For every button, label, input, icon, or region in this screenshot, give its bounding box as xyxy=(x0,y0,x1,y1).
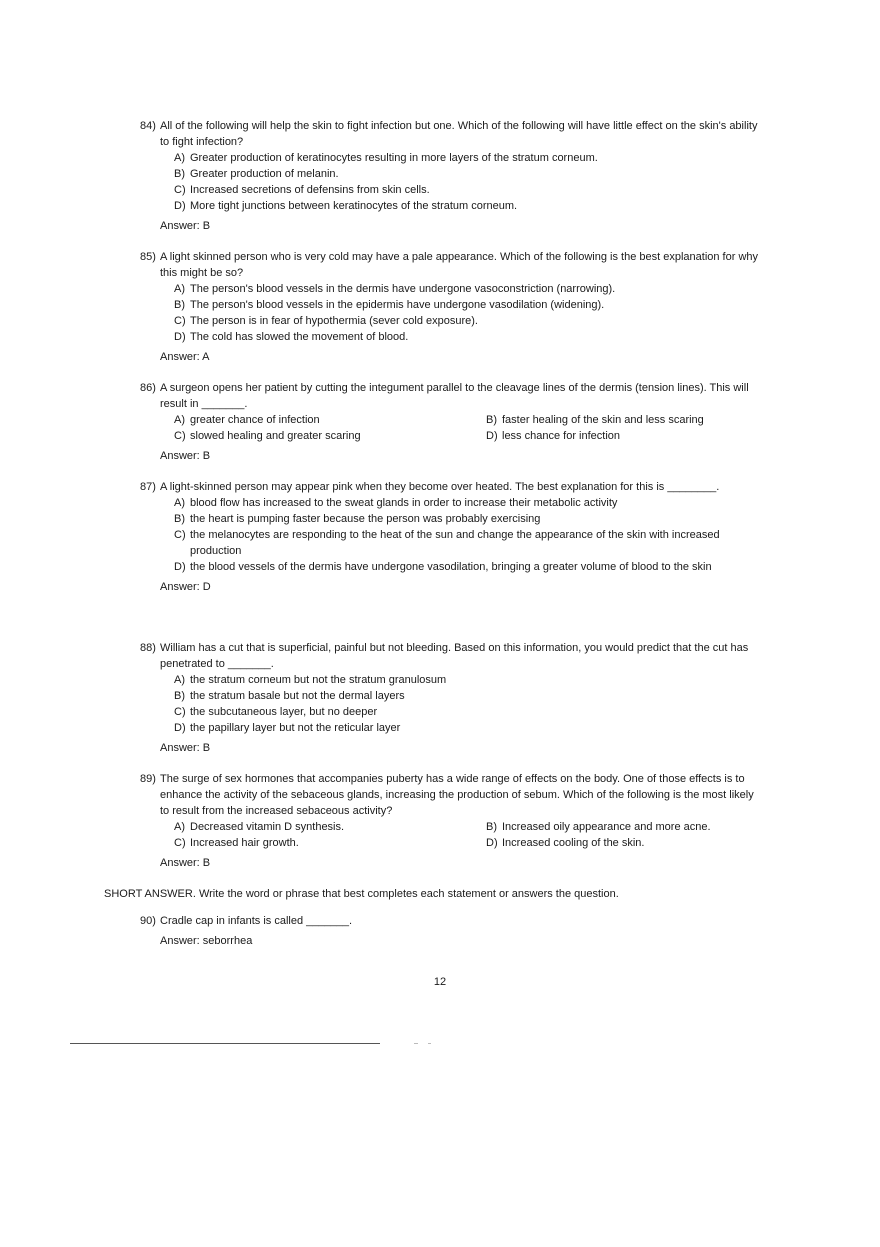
option-a xyxy=(174,150,760,166)
option-a xyxy=(174,672,760,688)
option-letter: D) xyxy=(174,200,186,212)
option-letter: B) xyxy=(174,690,185,702)
question-84 xyxy=(140,118,760,234)
option-text: the melanocytes are responding to the heat of the sun and change the appearance of the skin with increased production xyxy=(190,529,720,557)
option-text: Increased secretions of defensins from skin cells. xyxy=(190,184,430,196)
option-letter: B) xyxy=(174,168,185,180)
option-d xyxy=(174,559,760,575)
option-c xyxy=(174,527,760,559)
question-number: 88) xyxy=(140,642,156,654)
option-c xyxy=(174,182,760,198)
option-d xyxy=(174,198,760,214)
option-letter: B) xyxy=(486,821,497,833)
option-letter: A) xyxy=(174,821,185,833)
footer-rule xyxy=(70,1043,380,1044)
question-number: 86) xyxy=(140,382,156,394)
option-text: the blood vessels of the dermis have undergone vasodilation, bringing a greater volume of blood to the skin xyxy=(190,561,712,573)
option-c xyxy=(174,428,486,444)
option-c xyxy=(174,313,760,329)
option-letter: A) xyxy=(174,497,185,509)
option-letter: A) xyxy=(174,414,185,426)
section-heading: SHORT ANSWER. Write the word or phrase that best completes each statement or answers the question. xyxy=(104,888,619,900)
option-d xyxy=(174,329,760,345)
page-number: 12 xyxy=(433,976,447,988)
option-a xyxy=(174,412,486,428)
option-text: blood flow has increased to the sweat glands in order to increase their metabolic activity xyxy=(190,497,618,509)
option-letter: A) xyxy=(174,674,185,686)
question-stem xyxy=(140,118,760,150)
option-text: the stratum corneum but not the stratum granulosum xyxy=(190,674,447,686)
option-letter: B) xyxy=(174,513,185,525)
option-text: greater chance of infection xyxy=(190,414,320,426)
answer: Answer: B xyxy=(160,857,211,869)
option-letter: D) xyxy=(174,331,186,343)
question-number: 90) xyxy=(140,915,156,927)
options-list xyxy=(174,150,760,214)
options-grid xyxy=(174,819,760,851)
answer: Answer: A xyxy=(160,351,210,363)
option-text: slowed healing and greater scaring xyxy=(190,430,361,442)
question-number: 85) xyxy=(140,251,156,263)
question-88 xyxy=(140,640,760,756)
option-b xyxy=(174,688,760,704)
option-text: The cold has slowed the movement of blood. xyxy=(190,331,409,343)
question-text: All of the following will help the skin to fight infection but one. Which of the following will have little effect on the skin's ability to fight infection? xyxy=(160,120,758,148)
option-a xyxy=(174,281,760,297)
option-letter: B) xyxy=(486,414,497,426)
question-text: A light skinned person who is very cold may have a pale appearance. Which of the following is the best explanation for why this might be so? xyxy=(160,251,759,279)
option-text: The person is in fear of hypothermia (sever cold exposure). xyxy=(190,315,478,327)
question-number: 87) xyxy=(140,481,156,493)
option-a xyxy=(174,819,486,835)
option-text: The person's blood vessels in the epidermis have undergone vasodilation (widening). xyxy=(190,299,605,311)
option-letter: D) xyxy=(486,837,498,849)
option-b xyxy=(174,297,760,313)
option-letter: D) xyxy=(174,722,186,734)
option-letter: C) xyxy=(174,837,186,849)
question-stem xyxy=(140,380,760,412)
question-text: A light-skinned person may appear pink when they become over heated. The best explanation for this is ________. xyxy=(160,481,720,493)
option-text: Increased cooling of the skin. xyxy=(502,837,645,849)
option-text: Decreased vitamin D synthesis. xyxy=(190,821,345,833)
answer: Answer: B xyxy=(160,742,211,754)
option-text: Greater production of melanin. xyxy=(190,168,339,180)
question-85 xyxy=(140,249,760,365)
answer: Answer: seborrhea xyxy=(160,935,253,947)
question-89 xyxy=(140,771,760,871)
question-number: 84) xyxy=(140,120,156,132)
option-letter: C) xyxy=(174,529,186,541)
option-letter: C) xyxy=(174,315,186,327)
question-86 xyxy=(140,380,760,464)
options-list xyxy=(174,672,760,736)
option-text: More tight junctions between keratinocytes of the stratum corneum. xyxy=(190,200,518,212)
question-stem xyxy=(140,640,760,672)
option-d xyxy=(486,428,766,444)
option-b xyxy=(486,819,766,835)
option-d xyxy=(486,835,766,851)
option-letter: A) xyxy=(174,152,185,164)
option-text: the stratum basale but not the dermal layers xyxy=(190,690,405,702)
option-letter: C) xyxy=(174,430,186,442)
option-text: Increased oily appearance and more acne. xyxy=(502,821,711,833)
option-text: the papillary layer but not the reticular layer xyxy=(190,722,401,734)
question-text: Cradle cap in infants is called _______. xyxy=(160,915,353,927)
option-b xyxy=(486,412,766,428)
option-letter: C) xyxy=(174,184,186,196)
option-b xyxy=(174,511,760,527)
question-stem xyxy=(140,249,760,281)
option-text: Greater production of keratinocytes resulting in more layers of the stratum corneum. xyxy=(190,152,598,164)
option-text: the subcutaneous layer, but no deeper xyxy=(190,706,378,718)
options-grid xyxy=(174,412,760,444)
footer-speck xyxy=(428,1043,431,1044)
option-letter: D) xyxy=(486,430,498,442)
question-text: A surgeon opens her patient by cutting the integument parallel to the cleavage lines of the dermis (tension lines). This will result in _______. xyxy=(160,382,749,410)
footer-speck xyxy=(414,1043,418,1044)
option-letter: A) xyxy=(174,283,185,295)
options-list xyxy=(174,281,760,345)
option-letter: C) xyxy=(174,706,186,718)
option-c xyxy=(174,835,486,851)
question-stem xyxy=(140,913,760,929)
option-text: The person's blood vessels in the dermis have undergone vasoconstriction (narrowing). xyxy=(190,283,616,295)
option-letter: B) xyxy=(174,299,185,311)
option-text: Increased hair growth. xyxy=(190,837,299,849)
question-number: 89) xyxy=(140,773,156,785)
option-c xyxy=(174,704,760,720)
answer: Answer: D xyxy=(160,581,211,593)
question-text: The surge of sex hormones that accompanies puberty has a wide range of effects on the body. One of those effects is to enhance the activity of the sebaceous glands, increasing the production of sebum. Which of the following is the most likely to result from the increased sebaceous activity? xyxy=(160,773,754,817)
question-stem xyxy=(140,771,760,819)
option-text: less chance for infection xyxy=(502,430,621,442)
answer: Answer: B xyxy=(160,450,211,462)
option-a xyxy=(174,495,760,511)
option-d xyxy=(174,720,760,736)
options-list xyxy=(174,495,760,575)
option-letter: D) xyxy=(174,561,186,573)
question-stem xyxy=(140,479,760,495)
question-90 xyxy=(140,913,760,949)
option-b xyxy=(174,166,760,182)
answer: Answer: B xyxy=(160,220,211,232)
option-text: the heart is pumping faster because the person was probably exercising xyxy=(190,513,541,525)
question-87 xyxy=(140,479,760,595)
question-text: William has a cut that is superficial, painful but not bleeding. Based on this information, you would predict that the cut has penetrated to _______. xyxy=(160,642,749,670)
option-text: faster healing of the skin and less scaring xyxy=(502,414,704,426)
